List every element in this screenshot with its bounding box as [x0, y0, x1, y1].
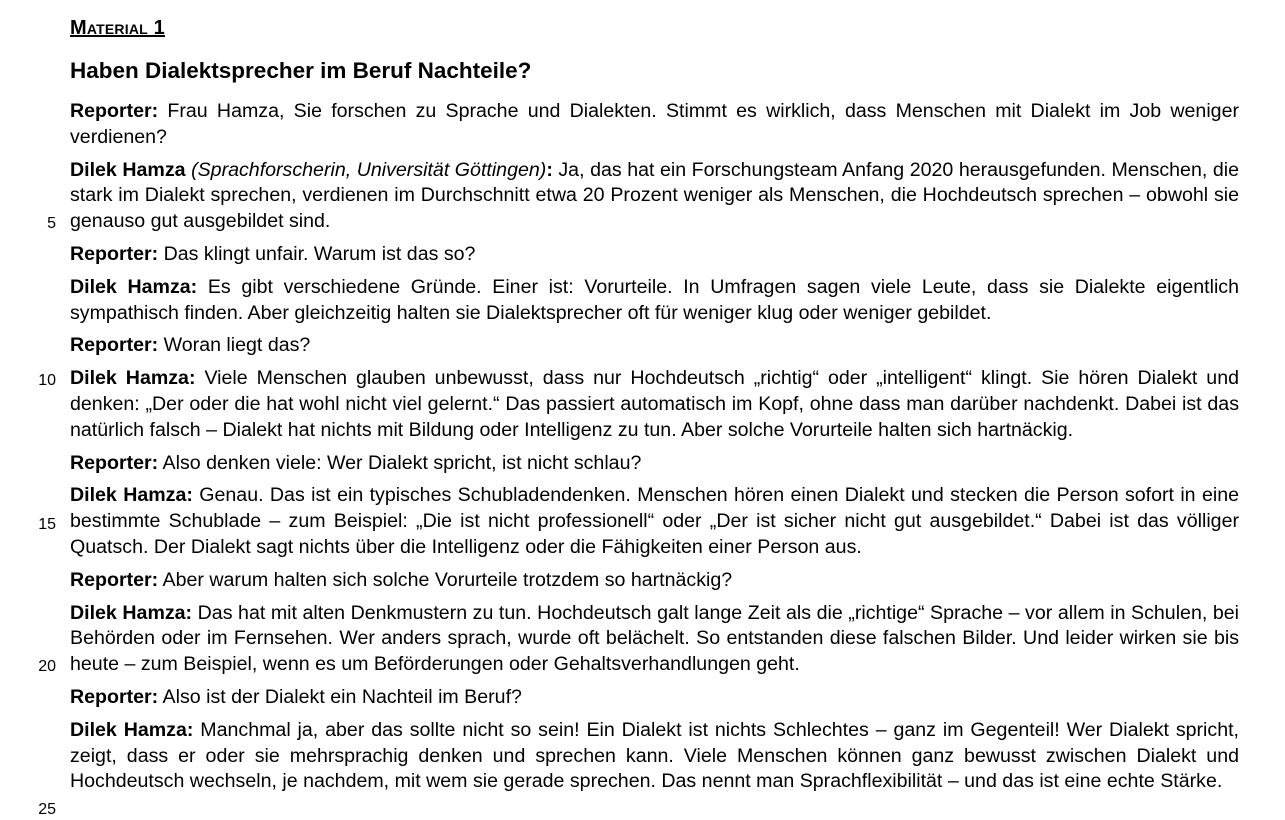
dialogue-text: Also denken viele: Wer Dialekt spricht, ist nicht schlau? — [158, 451, 642, 474]
speaker-name: Dilek Hamza: — [70, 484, 193, 507]
interview-text — [70, 99, 1239, 802]
line-number: 20 — [38, 658, 56, 675]
dialogue-paragraph — [70, 333, 1239, 359]
speaker-name: Dilek Hamza: — [70, 601, 193, 624]
speaker-name: Dilek Hamza: — [70, 275, 198, 298]
dialogue-text: Frau Hamza, Sie forschen zu Sprache und Dialekten. Stimmt es wirklich, dass Menschen mit Dialekt im Job weniger verdienen? — [70, 100, 1239, 148]
dialogue-paragraph — [70, 483, 1239, 560]
dialogue-paragraph — [70, 601, 1239, 678]
dialogue-paragraph — [70, 158, 1239, 235]
dialogue-text: Das klingt unfair. Warum ist das so? — [158, 242, 476, 265]
line-number: 5 — [47, 215, 56, 232]
speaker-colon: : — [546, 158, 553, 181]
speaker-name: Dilek Hamza: — [70, 718, 194, 741]
speaker-name: Reporter: — [70, 685, 159, 708]
speaker-name: Reporter: — [70, 100, 159, 122]
speaker-name: Dilek Hamza: — [70, 367, 196, 390]
dialogue-paragraph — [70, 451, 1239, 477]
dialogue-paragraph — [70, 275, 1239, 327]
speaker-name: Reporter: — [70, 568, 159, 591]
dialogue-text: Das hat mit alten Denkmustern zu tun. Hochdeutsch galt lange Zeit als die „richtige“ Sprache – vor allem in Schulen, bei Behörden oder im Fernsehen. Wer anders sprach, wurde oft belächelt. So entstanden diese falschen Bilder. Und leider wirken sie bis heute – zum Beispiel, wenn es um Beförderungen oder Gehaltsverhandlungen geht. — [70, 601, 1239, 676]
speaker-name: Reporter: — [70, 451, 159, 474]
line-number: 25 — [38, 801, 56, 818]
speaker-name: Reporter: — [70, 242, 159, 265]
speaker-role: (Sprachforscherin, Universität Göttingen) — [185, 158, 547, 181]
dialogue-paragraph — [70, 718, 1239, 795]
speaker-name: Reporter: — [70, 334, 159, 357]
dialogue-paragraph — [70, 366, 1239, 443]
dialogue-paragraph — [70, 242, 1239, 268]
line-number: 15 — [38, 516, 56, 533]
dialogue-text: Es gibt verschiedene Gründe. Einer ist: Vorurteile. In Umfragen sagen viele Leute, dass sie Dialekte eigentlich sympathisch finden. Aber gleichzeitig halten sie Dialektsprecher oft für weniger klug oder weniger gebildet. — [70, 275, 1239, 324]
speaker-name: Dilek Hamza — [70, 158, 186, 181]
dialogue-text: Manchmal ja, aber das sollte nicht so sein! Ein Dialekt ist nichts Schlechtes – ganz im Gegenteil! Wer Dialekt spricht, zeigt, dass er oder sie mehrsprachig denken und sprechen kann. Viele Menschen können ganz bewusst zwischen Dialekt und Hochdeutsch wechseln, je nachdem, mit wem sie gerade sprechen. Das nennt man Sprachflexibilität – und das ist eine echte Stärke. — [70, 718, 1239, 793]
dialogue-text: Woran liegt das? — [158, 334, 311, 357]
dialogue-paragraph — [70, 568, 1239, 594]
dialogue-text: Viele Menschen glauben unbewusst, dass nur Hochdeutsch „richtig“ oder „intelligent“ klingt. Sie hören Dialekt und denken: „Der oder die hat wohl nicht viel gelernt.“ Das passiert automatisch im Kopf, ohne dass man darüber nachdenkt. Dabei ist das natürlich falsch – Dialekt hat nichts mit Bildung oder Intelligenz zu tun. Aber solche Vorurteile halten sich hartnäckig. — [70, 367, 1239, 441]
line-number: 10 — [38, 372, 56, 389]
document-title: Haben Dialektsprecher im Beruf Nachteile? — [70, 58, 532, 83]
material-label: Material 1 — [70, 17, 165, 39]
dialogue-paragraph — [70, 685, 1239, 711]
dialogue-text: Ja, das hat ein Forschungsteam Anfang 2020 herausgefunden. Menschen, die stark im Dialekt sprechen, verdienen im Durchschnitt etwa 20 Prozent weniger als Menschen, die Hochdeutsch sprechen – obwohl sie genauso gut ausgebildet sind. — [70, 158, 1239, 233]
dialogue-text: Genau. Das ist ein typisches Schubladendenken. Menschen hören einen Dialekt und stecken die Person sofort in eine bestimmte Schublade – zum Beispiel: „Die ist nicht professionell“ oder „Der ist sicher nicht gut ausgebildet.“ Dabei ist das völliger Quatsch. Der Dialekt sagt nichts über die Intelligenz oder die Fähigkeiten einer Person aus. — [70, 484, 1239, 558]
dialogue-text: Aber warum halten sich solche Vorurteile trotzdem so hartnäckig? — [158, 568, 733, 591]
dialogue-paragraph — [70, 99, 1239, 151]
dialogue-text: Also ist der Dialekt ein Nachteil im Beruf? — [158, 685, 522, 708]
